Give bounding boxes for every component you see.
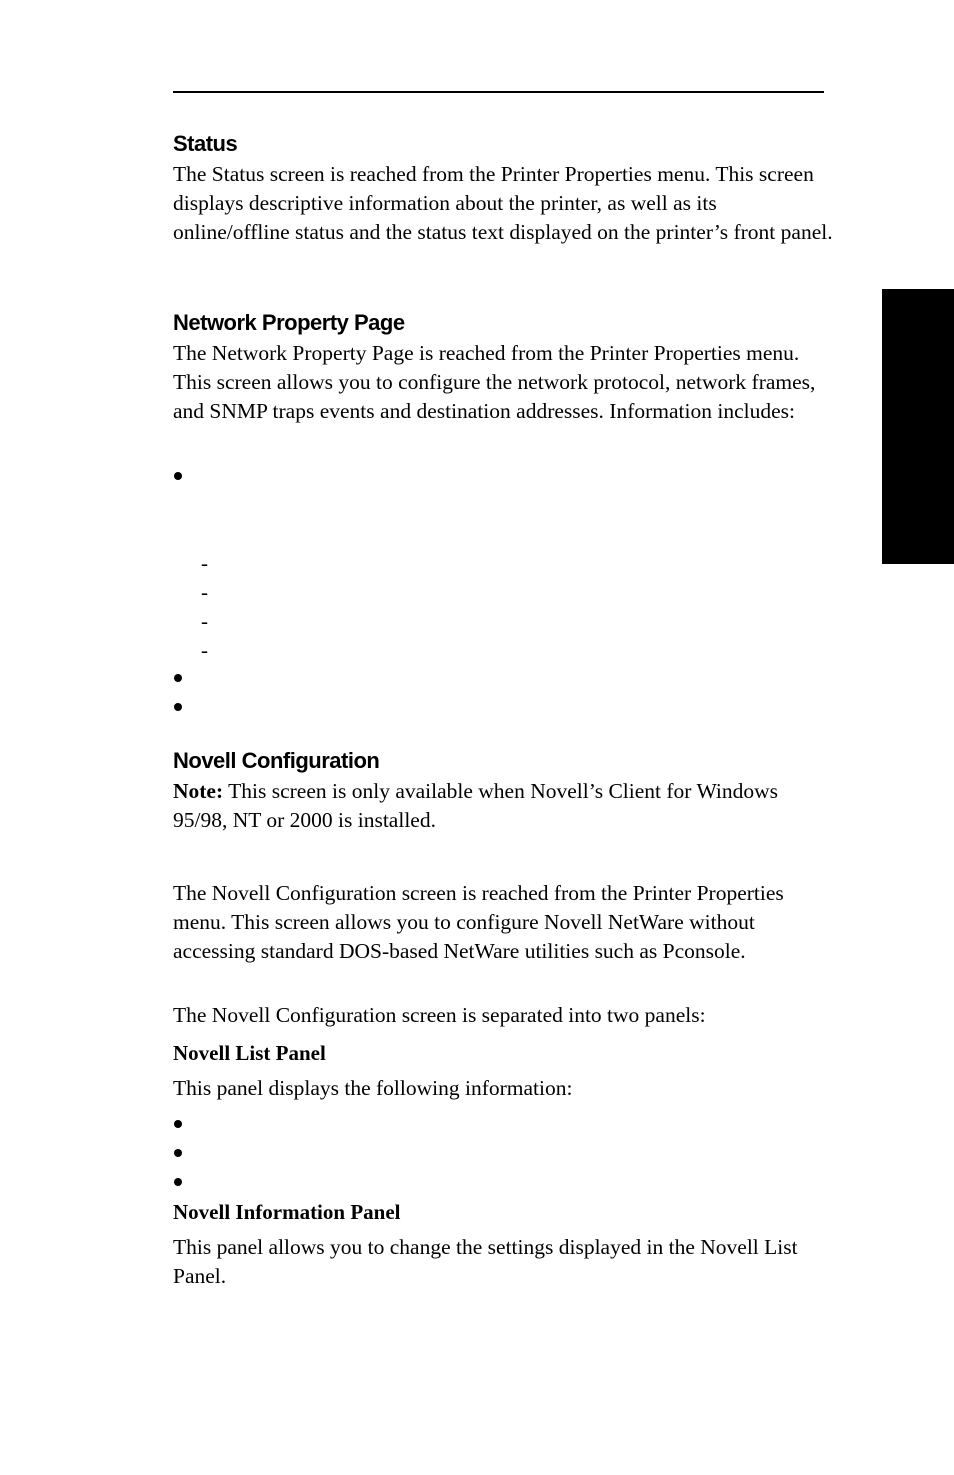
novell-info-panel-paragraph: This panel allows you to change the settings displayed in the Novell List Panel. <box>173 1235 798 1288</box>
novell-note <box>173 777 833 835</box>
bullet-item <box>173 703 183 713</box>
novell-list-panel-paragraph: This panel displays the following information: <box>173 1076 573 1100</box>
sub-list-dash: - <box>201 638 208 662</box>
novell-list-panel-heading: Novell List Panel <box>173 1041 326 1065</box>
sub-list-dash: - <box>201 580 208 604</box>
bullet-item <box>173 472 183 482</box>
header-rule <box>173 91 824 93</box>
sub-list-dash: - <box>201 609 208 633</box>
bullet-item <box>173 1120 183 1130</box>
novell-paragraph-1: The Novell Configuration screen is reached from the Printer Properties menu. This screen allows you to configure Novell NetWare without accessing standard DOS-based NetWare utilities such as Pconsole. <box>173 881 784 963</box>
chapter-tab-marker <box>882 289 954 564</box>
bullet-item <box>173 1178 183 1188</box>
novell-info-panel-heading: Novell Information Panel <box>173 1200 401 1224</box>
network-heading: Network Property Page <box>173 310 405 335</box>
sub-list-dash: - <box>201 551 208 575</box>
note-text: This screen is only available when Novell’s Client for Windows 95/98, NT or 2000 is installed. <box>173 779 778 832</box>
network-paragraph: The Network Property Page is reached from the Printer Properties menu. This screen allows you to configure the network protocol, network frames, and SNMP traps events and destination addresses. Information includes: <box>173 341 816 423</box>
status-paragraph: The Status screen is reached from the Printer Properties menu. This screen displays descriptive information about the printer, as well as its online/offline status and the status text displayed on the printer’s front panel. <box>173 162 833 244</box>
novell-paragraph-2: The Novell Configuration screen is separated into two panels: <box>173 1003 706 1027</box>
novell-heading: Novell Configuration <box>173 748 380 773</box>
bullet-item <box>173 674 183 684</box>
status-heading: Status <box>173 131 238 156</box>
bullet-item <box>173 1149 183 1159</box>
note-label: Note: <box>173 779 224 803</box>
